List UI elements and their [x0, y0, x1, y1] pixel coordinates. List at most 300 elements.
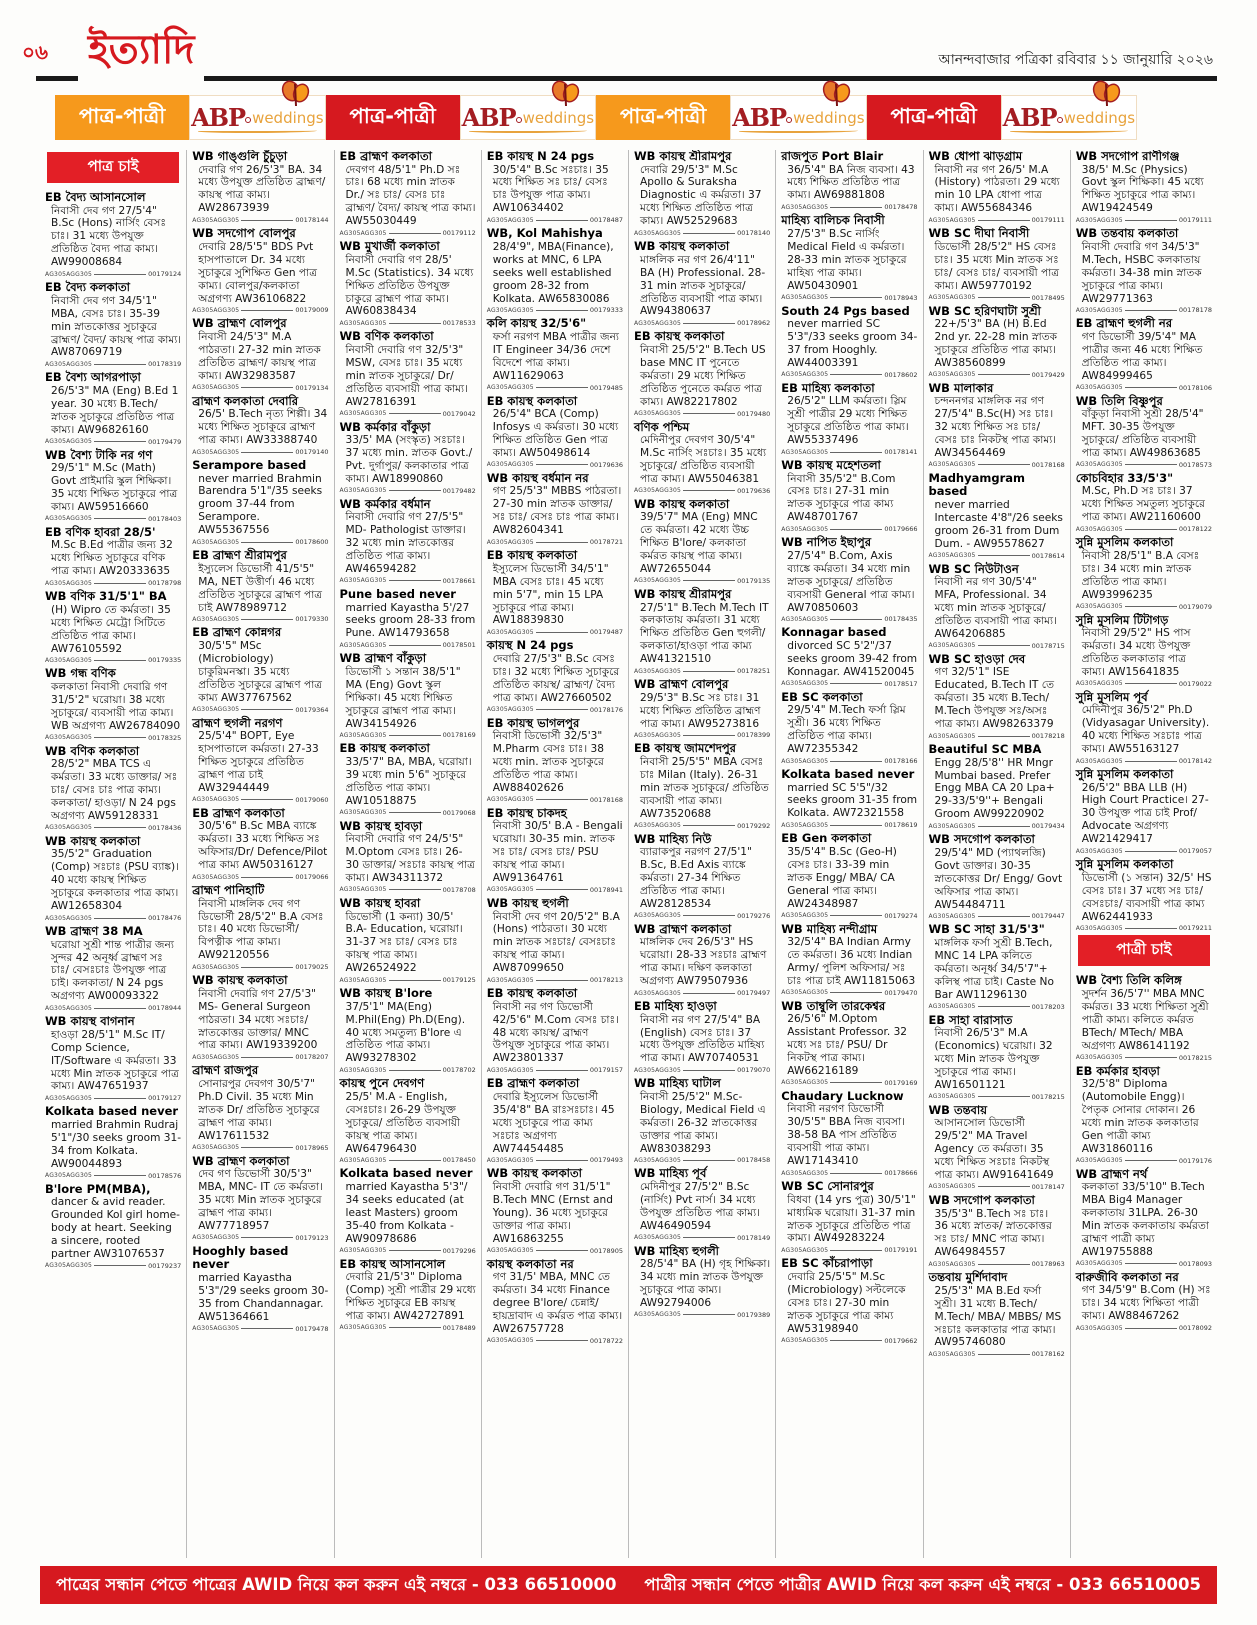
ad-agency-code: AG305AGG305	[781, 448, 829, 456]
ad-body: M.Sc, Ph.D সঃ চাঃ। 37 মধ্যে শিক্ষিত সমতুল্য সুচাকুরে পাত্র কাম্য। AW21160600	[1081, 485, 1205, 524]
classified-ad	[45, 371, 181, 445]
ad-agency-code: AG305AGG305	[486, 1156, 534, 1164]
ad-serial-code: 00178169	[442, 731, 476, 740]
ad-agency-code: AG305AGG305	[45, 579, 93, 587]
ad-body: নিবাসী 26/5'3" M.A (Economics) ঘরোয়া। 32 মধ্যে Min স্নাতক উপযুক্ত সুচাকুরে পাত্র কাম্য। AW16501121	[934, 1027, 1053, 1091]
ad-body: চন্দননগর মাঙ্গলিক নর গণ 27/5'4" B.Sc(H) সঃ চাঃ। 32 মধ্যে শিক্ষিত সঃ চাঃ/ বেসঃ চাঃ নিকটস্থ পাত্র কাম্য। AW34564469	[934, 395, 1057, 459]
ad-agency-code: AG305AGG305	[339, 641, 387, 649]
ad-agency-code: AG305AGG305	[45, 914, 93, 922]
ad-agency-code: AG305AGG305	[45, 1094, 93, 1102]
ad-footer	[929, 1350, 1065, 1358]
ad-serial-code: 00179124	[148, 270, 182, 279]
classified-ad	[1076, 1168, 1212, 1268]
ad-agency-code: AG305AGG305	[634, 667, 682, 675]
ad-agency-code: AG305AGG305	[634, 319, 682, 327]
ad-footer	[1076, 847, 1212, 855]
ad-footer-rule	[830, 915, 882, 916]
ad-footer-rule	[1125, 683, 1177, 684]
ad-footer-rule	[1125, 1057, 1177, 1058]
ad-agency-code: AG305AGG305	[339, 1324, 387, 1332]
ad-title: Konnagar based	[781, 625, 887, 640]
classified-ad	[781, 832, 917, 919]
classified-ad	[487, 639, 623, 713]
ad-serial-code: 00178905	[589, 1246, 623, 1255]
ad-serial-code: 00179292	[737, 821, 771, 830]
ad-body: 29/5'3" B.Sc সঃ চাঃ। 31 মধ্যে শিক্ষিত প্রতিষ্ঠিত ব্রাহ্মণ পাত্র কাম্য। AW95273816	[640, 691, 761, 730]
ad-body: কলকাতা নিবাসী দেবারি গণ 31/5'2" ঘরোয়া। 38 মধ্যে সুচাকুরে/ ব্যবসায়ী পাত্র কাম্য। WB অগ্রগণ্য AW26784090	[51, 680, 181, 732]
ad-title: WB SC হাওড়া দেব	[928, 651, 1026, 666]
ad-footer-rule	[830, 452, 882, 453]
ad-body: M.Sc B.Ed পাত্রীর জন্য 32 মধ্যে শিক্ষিত সুচাকুরে বণিক পাত্র কাম্য। AW20333635	[51, 539, 173, 578]
ad-serial-code: 00178666	[884, 1169, 918, 1178]
ad-title: EB ব্রাহ্মণ শ্রীরামপুর	[192, 548, 287, 563]
classified-ad	[1076, 150, 1212, 224]
ad-title: WB SC সাহা 31/5'3"	[928, 922, 1045, 937]
ad-body: হাওড়া 28/5'1" M.Sc IT/ Comp Science, IT/Software এ কর্মরতা। 33 মধ্যে Min স্নাতক সুচাকুরে পাত্র কাম্য। AW47651937	[51, 1028, 179, 1093]
ad-agency-code: AG305AGG305	[928, 1260, 976, 1268]
ad-serial-code: 00179296	[442, 1246, 476, 1255]
ad-title: কায়স্থ কলকাতা নর	[486, 1256, 574, 1271]
ad-serial-code: 00178495	[1031, 293, 1065, 302]
classified-ad	[929, 563, 1065, 650]
ad-footer-rule	[830, 1250, 882, 1251]
ad-title: WB কায়স্থ B'lore	[339, 986, 433, 1001]
ad-footer	[929, 1093, 1065, 1101]
ad-serial-code: 00178489	[442, 1323, 476, 1332]
ad-footer-rule	[389, 490, 441, 491]
ad-body: মেদিনীপুর 27/5'2" B.Sc (নার্সিং) Pvt নার্স। 34 মধ্যে উপযুক্ত প্রতিষ্ঠিত পাত্র কাম্য। AW46490594	[640, 1181, 760, 1232]
ad-agency-code: AG305AGG305	[634, 1066, 682, 1074]
ad-column-4	[481, 150, 628, 1558]
ad-footer	[781, 1246, 917, 1254]
ad-footer	[634, 1234, 770, 1242]
ad-body: 38/5' M.Sc (Physics) Govt স্কুল শিক্ষিকা। 45 মধ্যে শিক্ষিত সুচাকুরে পাত্র কাম্য। AW19424549	[1081, 163, 1204, 215]
classified-ad	[487, 1077, 623, 1164]
ad-body: 30/5'6" B.Sc MBA ব্যাঙ্কে কর্মরতা। 33 মধ্যে শিক্ষিত সঃ অফিসার/Dr/ Defence/Pilot পাত্র কাম্য AW50316127	[198, 820, 328, 872]
section-header: পাত্রী চাই	[1078, 935, 1210, 966]
ad-footer-rule	[978, 1006, 1030, 1007]
ad-body: ডিভোর্সী (১ সন্তান) 32/5' HS বেসঃ চাঃ। 37 মধ্যে সঃ চাঃ/ বেসঃচাঃ/ ব্যবসায়ী পাত্র কাম্য AW62441933	[1081, 871, 1212, 923]
ad-body: গণ ডিভোর্সী 39/5'4" MA পাত্রীর জন্য 46 মধ্যে শিক্ষিত প্রতিষ্ঠিত পাত্র কাম্য। AW84999465	[1081, 330, 1203, 382]
ad-title: WB তাম্বুলি তারকেশ্বর	[781, 998, 886, 1013]
ad-footer	[340, 577, 476, 585]
ad-serial-code: 00179157	[589, 1066, 623, 1075]
ad-serial-code: 00179497	[737, 989, 771, 998]
ad-title: WB বণিক 31/5'1" BA	[45, 589, 167, 604]
ad-footer-rule	[978, 1354, 1030, 1355]
patra-patri-tab-label: পাত্র-পাত্রী	[78, 104, 166, 128]
ad-body: 33/5'7" BA, MBA, ঘরোয়া। 39 মধ্যে min 5'6" সুচাকুরে প্রতিষ্ঠিত পাত্র কাম্য। AW10518875	[345, 756, 472, 807]
classified-ad	[340, 987, 476, 1074]
ad-agency-code: AG305AGG305	[1075, 1054, 1123, 1062]
ad-footer-rule	[683, 323, 735, 324]
ad-serial-code: 00178708	[442, 885, 476, 894]
classified-ad	[487, 1258, 623, 1345]
ad-title: WB কায়স্থ শ্রীরামপুর	[634, 586, 732, 601]
ad-agency-code: AG305AGG305	[486, 1247, 534, 1255]
ad-agency-code: AG305AGG305	[928, 216, 976, 224]
ad-title: WB গন্ধ বণিক	[45, 666, 116, 681]
abp-logo-text: ABP	[461, 103, 516, 132]
ad-footer-rule	[389, 323, 441, 324]
classified-ad	[634, 678, 770, 739]
classified-ad	[45, 1015, 181, 1102]
ad-serial-code: 00178144	[295, 216, 329, 225]
ad-footer-rule	[94, 1098, 146, 1099]
ad-body: নিবাসী 30/5' B.A - Bengali ঘরোয়া। 30-35 min. স্নাতক সঃ চাঃ/ বেসঃ চাঃ/ PSU কায়স্থ পাত্র কাম্য। AW91364761	[492, 820, 623, 885]
ad-body: married Kayastha 5'3"/ 34 seeks educated (at least Masters) groom 35-40 from Kolkata - AW90978686	[345, 1181, 468, 1245]
ad-footer-rule	[978, 1096, 1030, 1097]
ad-serial-code: 00178149	[737, 1233, 771, 1242]
ad-body: দেবারি 29/5'3" M.Sc Apollo & Suraksha Diagnostic এ কর্মরতা। 37 মধ্যে শিক্ষিত প্রতিষ্ঠিত পাত্র কাম্য। AW52529683	[640, 163, 762, 228]
ad-title: WB গাঙ্গুলি চুঁচুড়া	[192, 150, 288, 163]
ad-footer-rule	[389, 233, 441, 234]
classified-ad	[192, 1155, 328, 1242]
ad-serial-code: 00179079	[1178, 602, 1212, 611]
ad-body: 22+/5'3" BA (H) B.Ed 2nd yr. 22-28 min স্নাতক সুচাকুরে প্রতিষ্ঠিত পাত্র কাম্য। AW38560899	[934, 318, 1058, 369]
ad-column-6	[775, 150, 922, 1558]
ad-serial-code: 00178965	[295, 1143, 329, 1152]
ad-footer-rule	[536, 1070, 588, 1071]
ad-footer-rule	[94, 274, 146, 275]
ad-agency-code: AG305AGG305	[928, 552, 976, 560]
ad-footer	[634, 229, 770, 237]
ad-body: 27/5'4" B.Com, Axis ব্যাঙ্কে কর্মরতা। 34 মধ্যে min স্নাতক সুচাকুরে/ প্রতিষ্ঠিত ব্যবসায়ী General পাত্র কাম্য। AW70850603	[787, 549, 915, 614]
butterfly-icon	[281, 80, 311, 110]
ad-body: married SC 5'5"/32 seeks groom 31-35 from Kolkata. AW72321558	[787, 781, 918, 820]
ad-footer-rule	[94, 1175, 146, 1176]
ad-title: ব্রাহ্মণ রাজপুর	[192, 1063, 259, 1078]
ad-footer-rule	[683, 490, 735, 491]
ad-footer-rule	[241, 619, 293, 620]
classified-ad	[192, 884, 328, 971]
ad-serial-code: 00178162	[1031, 1350, 1065, 1359]
ad-title: ব্রাহ্মণ পানিহাটি	[192, 883, 265, 898]
classified-ad	[929, 1104, 1065, 1191]
ad-body: নিবাসী দেবারি গণ 28/5' M.Sc (Statistics). 34 মধ্যে শিক্ষিত প্রতিষ্ঠিত উপযুক্ত চাকুরে ব্রাহ্মণ পাত্র কাম্য। AW60838434	[345, 253, 474, 318]
ad-footer-rule	[536, 1340, 588, 1341]
ad-agency-code: AG305AGG305	[45, 1172, 93, 1180]
ad-title: WB কায়স্থ বাগনান	[45, 1014, 135, 1029]
classified-ad	[487, 549, 623, 636]
ad-title: সুন্নি মুসলিম পূর্ব	[1075, 689, 1148, 704]
ad-agency-code: AG305AGG305	[192, 963, 240, 971]
ad-footer	[781, 203, 917, 211]
ad-agency-code: AG305AGG305	[928, 1183, 976, 1191]
classifieds-columns	[40, 150, 1217, 1558]
ad-serial-code: 00178722	[589, 1336, 623, 1345]
ad-title: EB বৈদ্য কলকাতা	[45, 280, 131, 295]
classified-ad	[45, 526, 181, 587]
classified-ad	[487, 897, 623, 984]
ad-title: EB Gen কলকাতা	[781, 831, 872, 846]
ad-serial-code: 00178168	[1031, 460, 1065, 469]
ad-title: সুন্নি মুসলিম কলকাতা	[1075, 767, 1174, 781]
ad-title: WB কায়স্থ কলকাতা	[192, 973, 288, 988]
ad-body: নিবাসী 25/5'2" M.Sc- Biology, Medical Field এ কর্মরতা। 26-32 স্নাতকোত্তর ডাক্তার পাত্র কাম্য। AW83038293	[640, 1090, 766, 1155]
ad-column-1	[40, 150, 186, 1558]
ad-serial-code: 00179493	[589, 1156, 623, 1165]
ad-agency-code: AG305AGG305	[781, 1079, 829, 1087]
ad-serial-code: 00178178	[1178, 306, 1212, 315]
ad-footer-rule	[536, 889, 588, 890]
ad-body: 26/5'4" BCA (Comp) Infosys এ কর্মরতা। 30 মধ্যে শিক্ষিত প্রতিষ্ঠিত Gen পাত্র কাম্য। AW50498614	[492, 408, 619, 459]
ad-footer	[634, 667, 770, 675]
ad-agency-code: AG305AGG305	[781, 1246, 829, 1254]
ad-title: EB সাহা বারাসাত	[928, 1012, 1013, 1027]
ad-title: WB কর্মকার বর্ধমান	[339, 496, 431, 511]
ad-body: নিবাসী দেবারি গণ 34/5'3" M.Tech, HSBC কলকাতায় কর্মরতা। 34-38 min স্নাতক সুচাকুরে পাত্র কাম্য। AW29771363	[1081, 240, 1202, 305]
classified-ad	[192, 317, 328, 391]
abp-logo-dot	[1057, 117, 1063, 123]
ad-footer	[45, 1004, 181, 1012]
ad-title: EB মাহিষ্য কলকাতা	[781, 380, 875, 395]
ad-agency-code: AG305AGG305	[1075, 384, 1123, 392]
ad-serial-code: 00178142	[1178, 757, 1212, 765]
ad-body: নিবাসী দেব গণ 20/5'2" B.A (Hons) পাঠরতা। 30 মধ্যে min স্নাতক সঃচাঃ/ বেসঃচাঃ কায়স্থ পাত্র কাম্য। AW87099650	[492, 910, 620, 975]
ad-footer	[45, 656, 181, 664]
ad-body: নিবাসী 29/5'2" HS পাস কর্মরতা। 34 মধ্যে উপযুক্ত প্রতিষ্ঠিত কলকাতার পাত্র কাম্য। AW15641835	[1081, 627, 1191, 678]
ad-agency-code: AG305AGG305	[781, 294, 829, 301]
ad-footer-rule	[241, 220, 293, 221]
ad-agency-code: AG305AGG305	[634, 731, 682, 739]
ad-title: Madhyamgram based	[928, 470, 1026, 499]
ad-title: কায়স্থ N 24 pgs	[486, 638, 574, 653]
ad-footer	[340, 1066, 476, 1074]
ad-footer-rule	[536, 799, 588, 800]
ad-footer	[634, 410, 770, 418]
ad-footer-rule	[1125, 928, 1177, 929]
ad-body: 32/5'8" Diploma (Automobile Engg)। পৈতৃক সোনার দোকান। 26 মধ্যে min স্নাতক কলকাতার Gen পাত্রী কাম্য AW31860116	[1081, 1078, 1199, 1155]
ad-title: EB কায়স্থ কলকাতা	[486, 393, 578, 408]
ad-title: WB তিলি বিষ্ণুপুর	[1075, 393, 1163, 408]
ad-footer	[45, 579, 181, 587]
ad-title: WB নাপিত ইছাপুর	[781, 535, 872, 550]
ad-body: 26/5'2" BBA LLB (H) High Court Practice। 27-30 উপযুক্ত পাত্র চাই Prof/ Advocate অগ্রগণ্য AW21429417	[1081, 781, 1209, 846]
ad-serial-code: 00179123	[295, 1233, 329, 1242]
ad-agency-code: AG305AGG305	[1075, 1324, 1123, 1332]
ad-agency-code: AG305AGG305	[928, 1093, 976, 1101]
ad-footer-rule	[683, 1160, 735, 1161]
ad-serial-code: 00178140	[737, 229, 771, 238]
ad-agency-code: AG305AGG305	[928, 371, 976, 379]
ad-body: নিবাসী 25/5'2" B.Tech US base MNC IT পুনেতে কর্মরতা। 29 মধ্যে শিক্ষিত প্রতিষ্ঠিত পুনেতে কর্মরত পাত্র কাম্য। AW82217802	[640, 343, 766, 408]
ad-title: WB মাহিষ্য ঘাটাল	[634, 1076, 721, 1091]
ad-serial-code: 00178614	[1031, 551, 1065, 560]
ad-title: WB ব্রাহ্মণ নর্থ	[1075, 1166, 1148, 1181]
ad-footer-rule	[683, 1314, 735, 1315]
ad-title: WB কায়স্থ মহেশতলা	[781, 458, 881, 472]
ad-body: 28/5'4" BA (H) গৃহ শিক্ষিকা। 34 মধ্যে min স্নাতক উপযুক্ত সুচাকুরে পাত্র কাম্য। AW92794006	[640, 1258, 771, 1310]
ad-serial-code: 00178963	[1031, 1260, 1065, 1269]
classified-ad	[634, 1245, 770, 1319]
ad-title: EB কায়স্থ আসানসোল	[339, 1256, 446, 1271]
ad-footer	[634, 989, 770, 997]
ad-agency-code: AG305AGG305	[339, 577, 387, 585]
ad-footer	[192, 1234, 328, 1242]
ad-footer-rule	[830, 297, 882, 298]
ad-body: নিবাসী দেবারি গণ 27/5'3" MS- General Surgeon পাঠরতা। 34 মধ্যে সঃচাঃ/স্নাতকোত্তর ডাক্তার/ MNC পাত্র কাম্য। AW19339200	[198, 987, 318, 1052]
ad-serial-code: 00179125	[442, 976, 476, 985]
classified-ad	[487, 150, 623, 224]
ad-title: Chaudary Lucknow	[781, 1088, 904, 1103]
ad-agency-code: AG305AGG305	[781, 1337, 829, 1345]
ad-body: 29/5'4" M.Tech ফর্সা স্লিম সুশ্রী। 36 মধ্যে শিক্ষিত প্রতিষ্ঠিত পাত্র কাম্য। AW72355342	[787, 704, 906, 756]
ad-serial-code: 00179135	[737, 576, 771, 585]
ad-title: WB মুখার্জী কলকাতা	[339, 239, 440, 254]
ad-serial-code: 00179636	[737, 486, 771, 495]
ad-agency-code: AG305AGG305	[45, 1004, 93, 1012]
ad-footer	[781, 912, 917, 920]
classified-ad	[781, 1257, 917, 1344]
classified-ad	[1076, 227, 1212, 314]
ad-footer-rule	[241, 877, 293, 878]
ad-body: 26/5'6" M.Optom Assistant Professor. 32 মধ্যে সঃ চাঃ/ PSU/ Dr নিকটস্থ পাত্র কাম্য। AW66216189	[787, 1013, 908, 1077]
ad-serial-code: 00178458	[737, 1156, 771, 1165]
ad-column-2	[186, 150, 333, 1558]
ad-agency-code: AG305AGG305	[486, 1066, 534, 1074]
date-line: আনন্দবাজার পত্রিকা রবিবার ১১ জানুয়ারি ২০২৬	[938, 52, 1213, 68]
ad-body: নিবাসী নর গণ ডিভোর্সী 42/5'6" M.Com বেসঃ চাঃ। 48 মধ্যে কায়স্থ/ ব্রাহ্মণ উপযুক্ত সুচাকুরে পাত্র কাম্য। AW23801337	[492, 1000, 619, 1065]
ad-footer	[1076, 924, 1212, 932]
ad-footer-rule	[683, 993, 735, 994]
ad-body: নিবাসী দেবারি গণ 32/5'3" MSW, বেসঃ চাঃ। 35 মধ্যে min স্নাতক সুচাকুরে/ Dr/ প্রতিষ্ঠিত ব্যবসায়ী পাত্র কাম্য। AW27816391	[345, 343, 468, 408]
ad-serial-code: 00178576	[148, 1171, 182, 1180]
classified-ad	[929, 923, 1065, 1010]
ad-serial-code: 00179480	[737, 409, 771, 418]
ad-footer	[929, 642, 1065, 650]
ad-footer	[340, 1247, 476, 1255]
ad-serial-code: 00178533	[442, 319, 476, 328]
ad-agency-code: AG305AGG305	[1075, 461, 1123, 469]
ad-footer	[340, 641, 476, 649]
ad-footer	[340, 731, 476, 739]
ad-serial-code: 00178203	[1031, 1002, 1065, 1011]
ad-serial-code: 00178478	[884, 203, 918, 212]
ad-serial-code: 00178147	[1031, 1182, 1065, 1191]
ad-agency-code: AG305AGG305	[192, 615, 240, 623]
ad-footer	[781, 371, 917, 379]
ad-footer	[487, 886, 623, 894]
classified-ad	[192, 227, 328, 314]
ad-agency-code: AG305AGG305	[781, 680, 829, 688]
ad-body: নিবাসী নর গণ 26/5' M.A (History) পাঠরতা। 29 মধ্যে min 10 LPA ধোপা পাত্র কাম্য। AW55684346	[934, 163, 1060, 215]
ad-body: never married Brahmin Barendra 5'1"/35 seeks groom 37-44 from Serampore. AW55367556	[198, 472, 323, 537]
ad-serial-code: 00178619	[884, 821, 918, 830]
ad-body: 27/5'1" B.Tech M.Tech IT কলকাতায় কর্মরতা। 31 মধ্যে শিক্ষিত প্রতিষ্ঠিত Gen হুগলী/কলকাতা/হাওড়া পাত্র কাম্য AW41321510	[640, 601, 769, 666]
ad-body: 25/5' M.A - English, বেসঃচাঃ। 26-29 উপযুক্ত সুচাকুরে/ প্রতিষ্ঠিত ব্যবসায়ী কায়স্থ পাত্র কাম্য। AW64796430	[345, 1090, 461, 1155]
ad-title: EB ব্রাহ্মণ হুগলী নর	[1075, 316, 1173, 331]
ad-footer	[1076, 1324, 1212, 1332]
ad-serial-code: 00179060	[295, 795, 329, 804]
ad-agency-code: AG305AGG305	[486, 538, 534, 546]
ad-footer-rule	[241, 1147, 293, 1148]
ad-footer-rule	[241, 709, 293, 710]
ad-title: WB তন্তবায় কলকাতা	[1075, 226, 1179, 241]
patra-patri-tab	[867, 95, 1001, 140]
ad-footer-rule	[683, 825, 735, 826]
ad-title: WB SC সোনারপুর	[781, 1179, 874, 1194]
ad-footer-rule	[830, 529, 882, 530]
ad-serial-code: 00179134	[295, 383, 329, 392]
ad-footer-rule	[1125, 529, 1177, 530]
ad-footer	[192, 1144, 328, 1152]
ad-footer-rule	[978, 1264, 1030, 1265]
classified-ad	[634, 1077, 770, 1164]
ad-footer	[340, 1324, 476, 1332]
ad-agency-code: AG305AGG305	[928, 912, 976, 920]
ad-serial-code: 00178517	[884, 679, 918, 688]
ad-footer	[45, 1172, 181, 1180]
ad-footer-rule	[241, 799, 293, 800]
ad-body: 27/5'3" B.Sc নার্সিং Medical Field এ কর্মরতা। 28-33 min স্নাতক সুচাকুরে মাহিষ্য পাত্র কাম্য। AW50430901	[787, 227, 907, 292]
ad-body: নিবাসী নর গণ 30/5'4" MFA, Professional. 34 মধ্যে min স্নাতক সুচাকুরে/ প্রতিষ্ঠিত ব্যবসায়ী পাত্র কাম্য। AW64206885	[934, 576, 1057, 640]
ad-agency-code: AG305AGG305	[45, 656, 93, 664]
butterfly-icon	[1092, 80, 1122, 110]
ad-footer	[45, 360, 181, 368]
ad-footer	[781, 448, 917, 456]
ad-serial-code: 00178093	[1178, 1259, 1212, 1268]
ad-title: EB কায়স্থ N 24 pgs	[486, 150, 595, 163]
ad-body: দেবারি 25/5'5" M.Sc (Microbiology) সল্টলেকে বেসঃ চাঃ। 27-30 min স্নাতক সুচাকুরে পাত্র কাম্য AW53198940	[787, 1270, 906, 1335]
ad-body: বাঁকুড়া নিবাসী সুশ্রী 28/5'4" MFT. 30-35 উপযুক্ত সুচাকুরে/ প্রতিষ্ঠিত ব্যবসায়ী পাত্র কাম্য। AW49863685	[1081, 408, 1204, 459]
abp-logo-dot	[516, 117, 522, 123]
ad-footer-rule	[389, 735, 441, 736]
classified-ad	[781, 1090, 917, 1177]
ad-serial-code: 00178213	[589, 976, 623, 985]
ad-agency-code: AG305AGG305	[781, 757, 829, 765]
ad-body: Engg 28/5'8'' HR Mngr Mumbai based. Prefer Engg MBA CA 20 Lpa+ 29-33/5'9''+ Bengali Groom AW99220902	[934, 756, 1055, 821]
ad-title: WB কায়স্থ শ্রীরামপুর	[634, 150, 732, 163]
ad-title: EB কায়স্থ ভাগলপুর	[486, 715, 580, 730]
classified-ad	[487, 1167, 623, 1254]
ad-footer	[192, 216, 328, 224]
ad-serial-code: 00178476	[148, 914, 182, 923]
ad-body: 25/5'4" BOPT, Eye হাসপাতালে কর্মরতা। 27-33 শিক্ষিত সুচাকুরে প্রতিষ্ঠিত ব্রাহ্মণ পাত্র চাই AW32944449	[198, 730, 319, 794]
classified-ad	[340, 330, 476, 417]
ad-footer-rule	[978, 297, 1030, 298]
ad-footer	[929, 371, 1065, 379]
ad-serial-code: 00178215	[1031, 1092, 1065, 1101]
ad-agency-code: AG305AGG305	[192, 796, 240, 804]
classified-ad	[781, 923, 917, 997]
ad-agency-code: AG305AGG305	[192, 306, 240, 314]
ad-footer-rule	[830, 683, 882, 684]
ad-agency-code: AG305AGG305	[928, 732, 976, 740]
ad-agency-code: AG305AGG305	[192, 706, 240, 714]
ad-footer-rule	[536, 542, 588, 543]
ad-footer-rule	[536, 1250, 588, 1251]
ad-agency-code: AG305AGG305	[928, 822, 976, 830]
ad-footer	[192, 706, 328, 714]
ad-title: WB বৈশ্য টাকি নর গণ	[45, 447, 153, 462]
ad-title: WB, Kol Mahishya	[486, 226, 603, 241]
ad-footer-rule	[683, 580, 735, 581]
ad-title: WB কায়স্থ বর্ধমান নর	[486, 470, 589, 485]
ad-agency-code: AG305AGG305	[928, 461, 976, 469]
ad-footer	[1076, 461, 1212, 469]
classified-ad	[634, 498, 770, 585]
ad-footer	[1076, 1260, 1212, 1268]
ad-title: EB বণিক হাবরা 28/5'	[45, 524, 156, 539]
ad-footer	[487, 216, 623, 224]
ad-serial-code: 00179662	[884, 1336, 918, 1345]
ad-title: রাজপুত Port Blair	[781, 150, 884, 163]
classified-ad	[781, 691, 917, 765]
ad-serial-code: 00179636	[589, 460, 623, 469]
ad-title: WB ব্রাহ্মণ 38 MA	[45, 924, 143, 939]
ad-title: WB মাহিষ্য নিউ	[634, 831, 712, 846]
